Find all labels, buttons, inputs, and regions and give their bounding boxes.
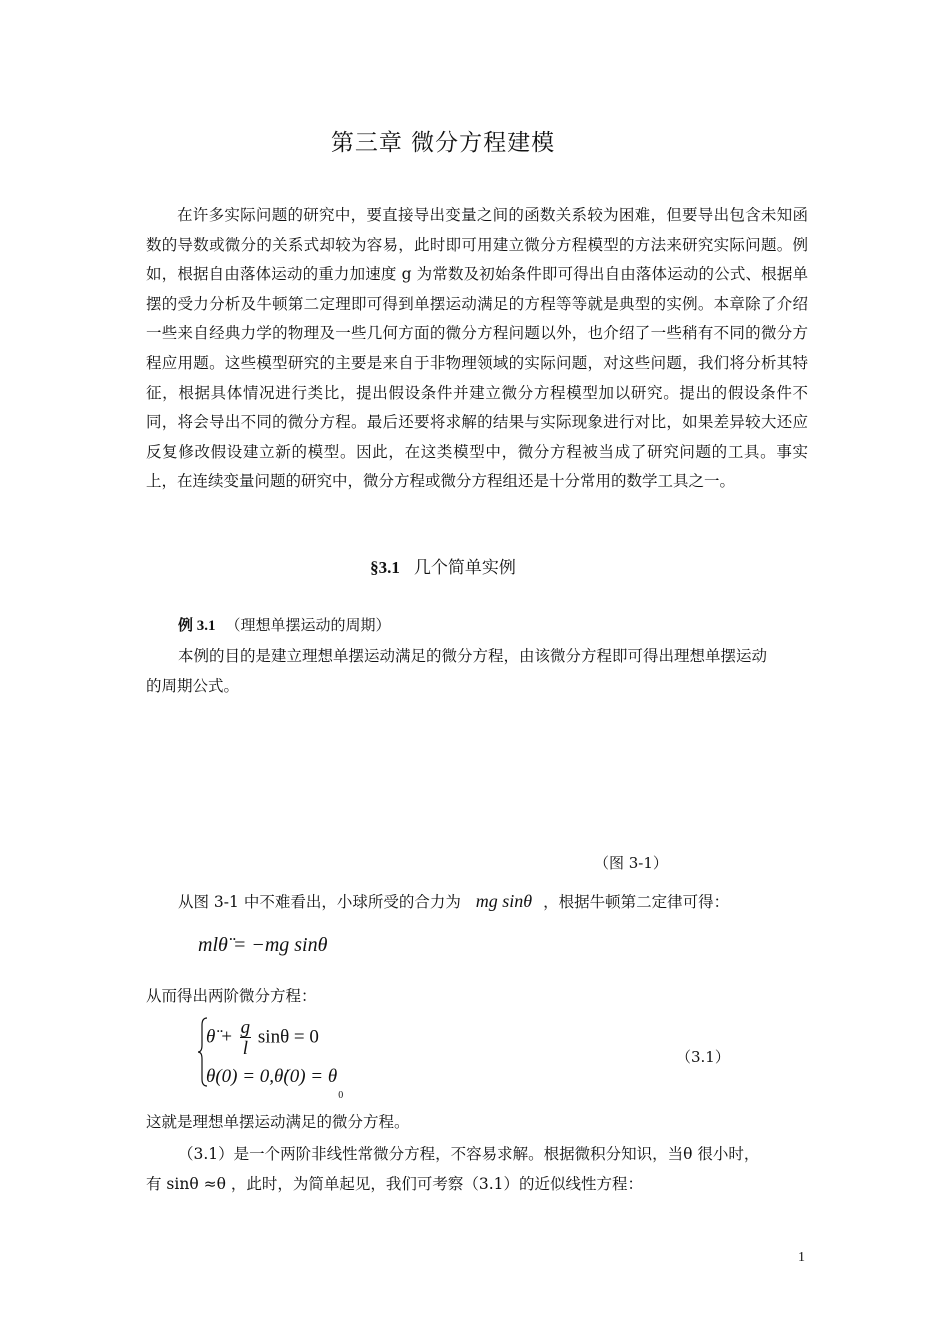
figure-caption: （图 3-1） (594, 854, 668, 872)
fraction-numerator: g (240, 1017, 251, 1038)
g-over-l-fraction (240, 1018, 252, 1058)
example-paragraph-line-1: 本例的目的是建立理想单摆运动满足的微分方程，由该微分方程即可得出理想单摆运动 (178, 647, 768, 665)
system-equation-line-2 (206, 1066, 344, 1101)
analysis-line-1: （3.1）是一个两阶非线性常微分方程，不容易求解。根据微积分知识，当θ 很小时， (178, 1145, 760, 1163)
example-label: 例 3.1 (178, 618, 216, 634)
intro-paragraph-block (146, 201, 808, 497)
equation-number: （3.1） (676, 1048, 730, 1066)
example-paragraph-line-2: 的周期公式。 (146, 677, 240, 695)
page-number: 1 (798, 1250, 805, 1265)
example-subtitle: （理想单摆运动的周期） (225, 616, 391, 634)
newton-equation-rhs: = −mg sinθ (232, 934, 328, 956)
section-title: 几个简单实例 (413, 558, 516, 578)
newton-equation-lhs: mlθ̈ (198, 934, 228, 956)
force-sentence-after: ，根据牛顿第二定律可得： (543, 893, 730, 911)
theta-zero-subscript: 0 (338, 1090, 344, 1101)
force-sentence (178, 890, 729, 912)
analysis-line-2: 有 sinθ ≈θ ，此时，为简单起见，我们可考察（3.1）的近似线性方程： (146, 1175, 643, 1193)
intro-paragraph: 在许多实际问题的研究中，要直接导出变量之间的函数关系较为困难，但要导出包含未知函数的导数或微分的关系式却较为容易，此时即可用建立微分方程模型的方法来研究实际问题。例如，根据自由落体运动的重力加速度 g 为常数及初始条件即可得出自由落体运动的公式、根据单摆的受力分析及牛顿第二定理即可得到单摆运动满足的方程等等就是典型的实例。本章除了介绍一些来自经典力学的物理及一些几何方面的微分方程问题以外，也介绍了一些稍有不同的微分方程应用题。这些模型研究的主要是来自于非物理领域的实际问题，对这些问题，我们将分析其特征，根据具体情况进行类比，提出假设条件并建立微分方程模型加以研究。提出的假设条件不同，将会导出不同的微分方程。最后还要将求解的结果与实际现象进行对比，如果差异较大还应反复修改假设建立新的模型。因此，在这类模型中，微分方程被当成了研究问题的工具。事实上，在连续变量问题的研究中，微分方程或微分方程组还是十分常用的数学工具之一。 (146, 206, 808, 491)
force-expression: mg sinθ (475, 891, 533, 911)
section-heading (0, 553, 886, 578)
initial-conditions: θ(0) = 0,θ̇(0) = θ (206, 1066, 338, 1087)
system-line1-end: sinθ = 0 (257, 1026, 319, 1048)
chapter-title: 第三章 微分方程建模 (330, 130, 556, 156)
fraction-denominator: l (242, 1038, 249, 1059)
second-order-intro: 从而得出两阶微分方程： (146, 987, 317, 1005)
system-line1-start: θ̈ + (206, 1026, 233, 1048)
section-number: §3.1 (370, 558, 400, 577)
system-equation-line-1 (206, 1018, 319, 1058)
conclusion-sentence: 这就是理想单摆运动满足的微分方程。 (146, 1113, 410, 1131)
example-heading (178, 614, 391, 635)
newton-equation (198, 934, 327, 957)
force-sentence-before: 从图 3-1 中不难看出，小球所受的合力为 (178, 893, 461, 911)
